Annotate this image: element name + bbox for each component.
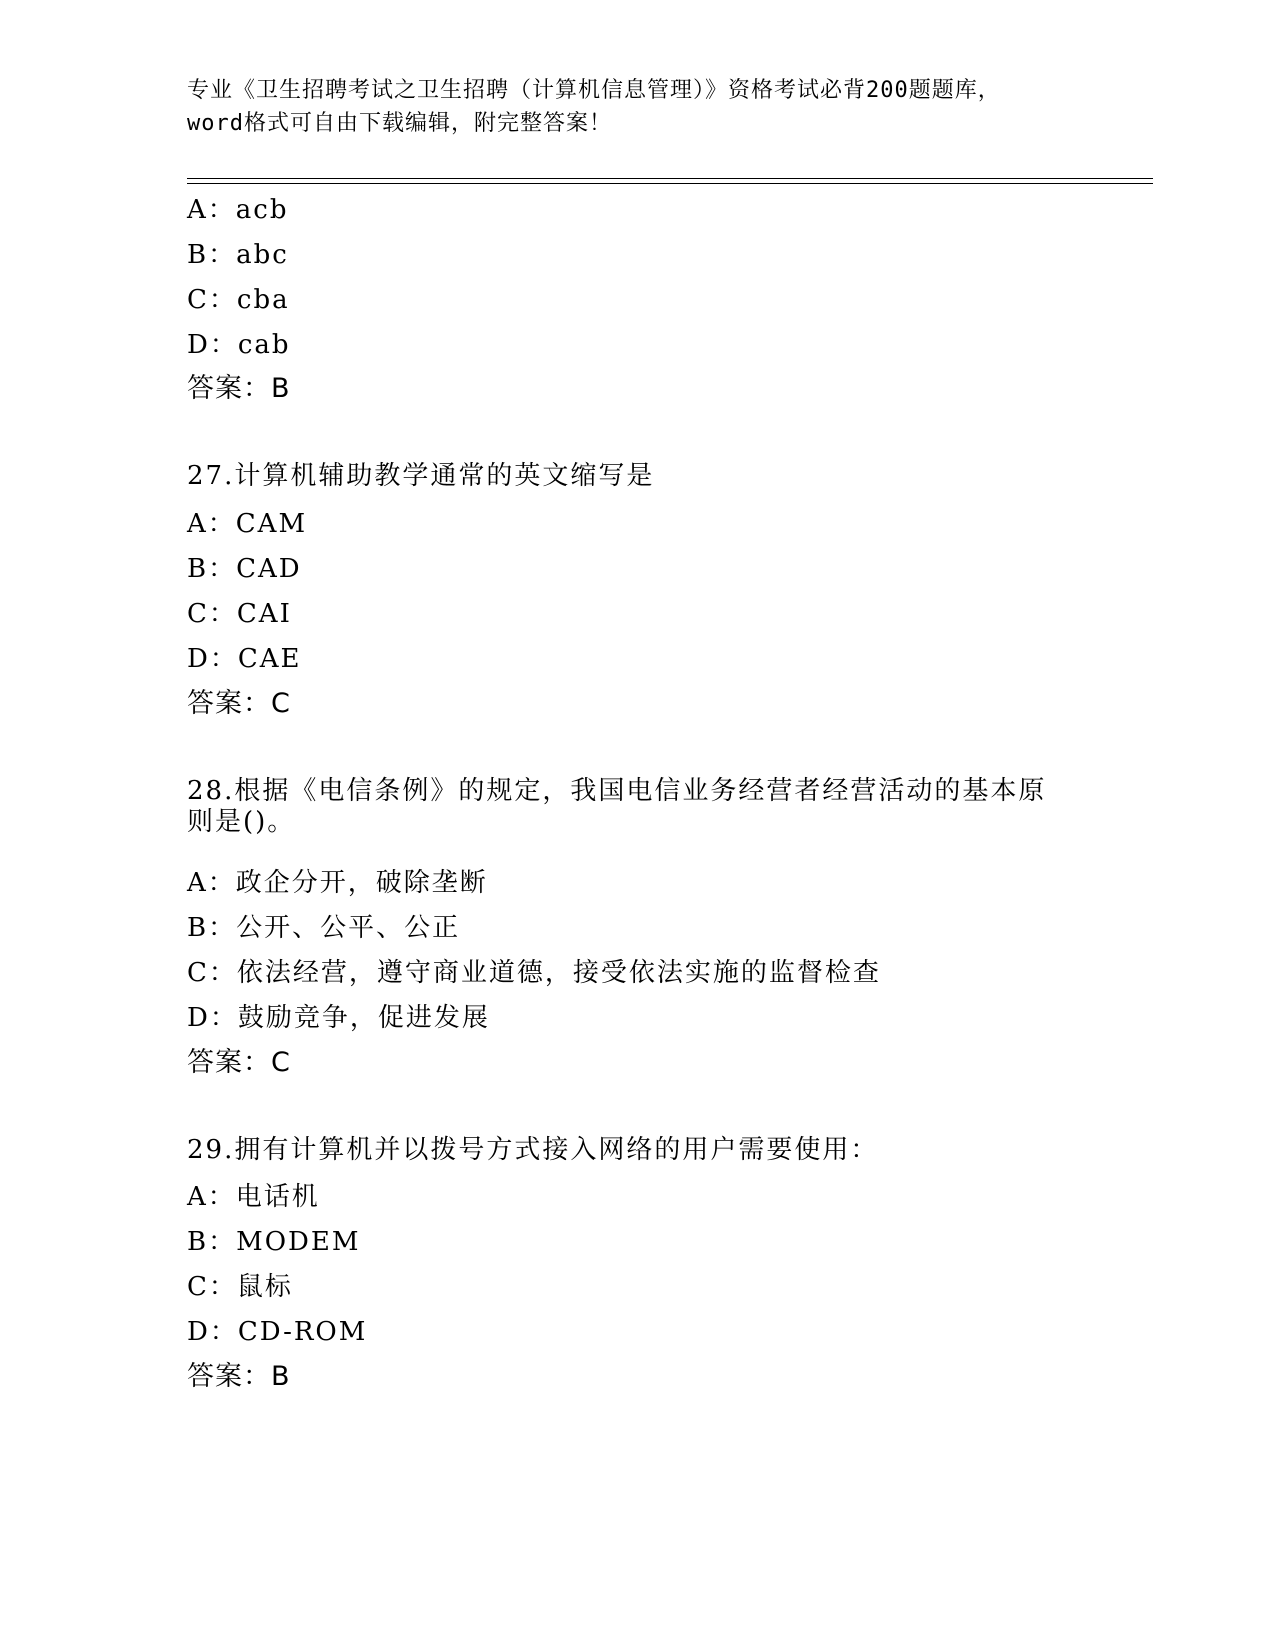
q29-option-c: C：鼠标 [187,1272,293,1302]
q29-option-a: A：电话机 [187,1182,320,1212]
q26-answer: 答案：B [187,373,291,404]
document-header [187,74,1087,140]
q28-option-a: A：政企分开，破除垄断 [187,868,488,898]
header-divider-bottom [187,183,1153,184]
q28-answer: 答案：C [187,1047,291,1078]
q28-option-d: D：鼓励竞争，促进发展 [187,1003,490,1033]
q27-option-a: A：CAM [187,509,308,539]
q29-option-b: B：MODEM [187,1227,361,1257]
q29-option-d: D：CD-ROM [187,1317,368,1347]
q29-question: 29.拥有计算机并以拨号方式接入网络的用户需要使用： [187,1135,879,1165]
header-title-line-1: 专业《卫生招聘考试之卫生招聘（计算机信息管理）》资格考试必背200题题库， [187,78,1001,103]
q26-option-c: C：cba [187,285,290,315]
q26-option-a: A：acb [187,195,289,225]
q28-question-line-2: 则是()。 [187,807,296,837]
q28-option-b: B：公开、公平、公正 [187,913,461,943]
q28-option-c: C：依法经营，遵守商业道德，接受依法实施的监督检查 [187,958,881,988]
q28-question-line-1: 28.根据《电信条例》的规定，我国电信业务经营者经营活动的基本原 [187,776,1047,806]
q26-option-d: D：cab [187,330,291,360]
q27-option-c: C：CAI [187,599,292,629]
q29-answer: 答案：B [187,1361,291,1392]
q27-question: 27.计算机辅助教学通常的英文缩写是 [187,461,655,491]
q27-option-d: D：CAE [187,644,302,674]
header-title-line-2: word格式可自由下载编辑，附完整答案！ [187,111,612,136]
q26-option-b: B：abc [187,240,289,270]
q27-option-b: B：CAD [187,554,302,584]
header-divider-top [187,178,1153,179]
q27-answer: 答案：C [187,688,291,719]
